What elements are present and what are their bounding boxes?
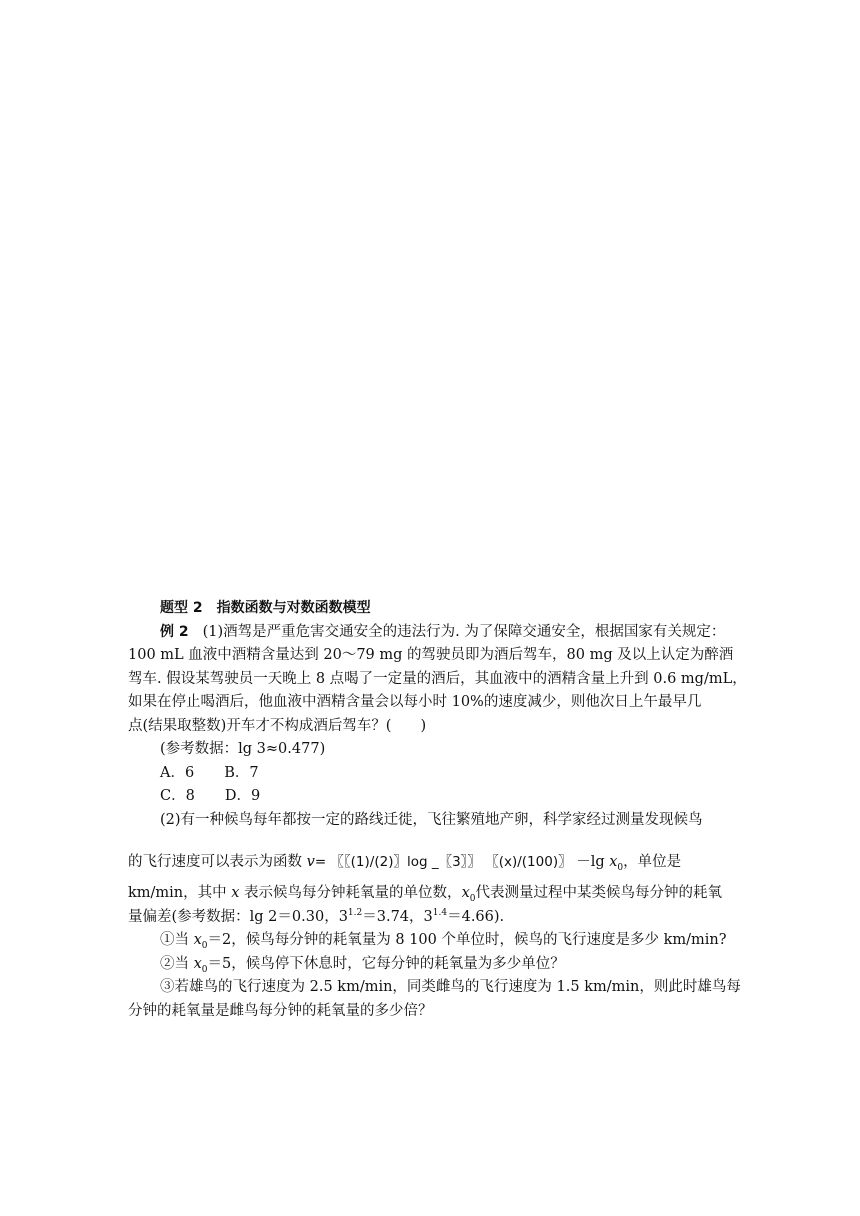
var-x0: x [193, 932, 202, 948]
option-b: B．7 [224, 764, 259, 781]
part1-line-4: 如果在停止喝酒后，他血液中酒精含量会以每小时 10%的速度减少，则他次日上午最早几 [128, 694, 702, 710]
formula-suffix-b: ，单位是 [623, 854, 682, 870]
superscript: 1.4 [432, 907, 448, 918]
part2-intro: (2)有一种候鸟每年都按一定的路线迁徙，飞往繁殖地产卵，科学家经过测量发现候鸟 [160, 811, 703, 828]
subscript: 0 [201, 940, 208, 951]
example-line-1 [128, 621, 734, 645]
text-segment: km/min，其中 [128, 885, 232, 901]
part2-line-3 [128, 882, 734, 906]
question-1 [128, 929, 734, 953]
formula-sub0: 0 [617, 862, 624, 873]
question-3-line-1: ③若雄鸟的飞行速度为 2.5 km/min，同类雌鸟的飞行速度为 1.5 km/min，则此时雄鸟每 [160, 979, 741, 995]
question-2 [128, 953, 734, 977]
text-segment: ＝4.66). [447, 908, 505, 925]
text-segment: ＝3.74，3 [362, 908, 433, 925]
options-row-2 [128, 785, 734, 809]
formula-expression: = 〖〖(1)/(2)〗log _〖3〗〗 〖(x)/(100)〗 [314, 854, 572, 870]
question-3-line-2: 分钟的耗氧量是雌鸟每分钟的耗氧量的多少倍？ [128, 1002, 433, 1019]
option-c: C．8 [160, 788, 195, 804]
option-d: D．9 [224, 788, 261, 804]
formula-x0: x [609, 854, 618, 870]
text-segment: 量偏差(参考数据：lg 2＝0.30，3 [128, 908, 348, 925]
part1-line-2: 100 mL 血液中酒精含量达到 20～79 mg 的驾驶员即为酒后驾车，80 mg 及以上认定为醉酒 [128, 647, 734, 663]
subscript: 0 [469, 893, 476, 904]
section-heading [128, 597, 734, 621]
part1-line-3: 驾车. 假设某驾驶员一天晚上 8 点喝了一定量的酒后，其血液中的酒精含量上升到 0.6 mg/mL， [128, 670, 747, 687]
text-segment: 表示候鸟每分钟耗氧量的单位数， [239, 885, 462, 901]
var-x0: x [193, 955, 202, 972]
var-x0: x [461, 885, 470, 901]
problem-content [128, 597, 747, 1023]
var-x: x [231, 885, 240, 901]
formula-prefix: 的飞行速度可以表示为函数 [128, 854, 302, 870]
example-label: 例 2 [160, 623, 189, 640]
section-label: 题型 2 [160, 600, 203, 616]
text-segment: 代表测量过程中某类候鸟每分钟的耗氧 [475, 885, 722, 901]
subscript: 0 [201, 964, 208, 975]
formula-line [128, 842, 734, 882]
formula-suffix-a: －lg [576, 854, 610, 870]
option-a: A．6 [160, 764, 195, 781]
text-segment: ②当 [160, 955, 194, 972]
section-title: 指数函数与对数函数模型 [216, 600, 371, 616]
options-row-1 [128, 762, 734, 786]
text-segment: ①当 [160, 932, 194, 948]
formula-v: v [306, 854, 315, 870]
superscript: 1.2 [347, 907, 363, 918]
part1-line-1: (1)酒驾是严重危害交通安全的违法行为. 为了保障交通安全，根据国家有关规定： [202, 623, 726, 640]
part2-line-4 [128, 906, 734, 930]
part1-line-5: 点(结果取整数)开车才不构成酒后驾车？( ) [128, 717, 427, 734]
reference-data: (参考数据：lg 3≈0.477) [160, 741, 326, 757]
text-segment: ＝2，候鸟每分钟的耗氧量为 8 100 个单位时，候鸟的飞行速度是多少 km/min? [207, 932, 727, 948]
text-segment: ＝5，候鸟停下休息时，它每分钟的耗氧量为多少单位？ [207, 955, 565, 972]
